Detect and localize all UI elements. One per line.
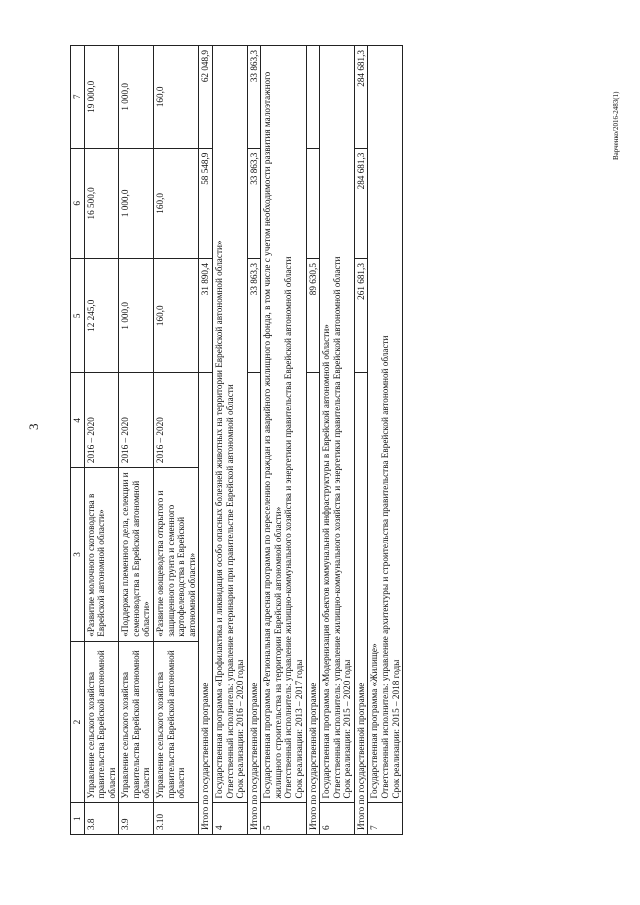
page-number: 3	[26, 423, 41, 430]
total-value: 33 863,3	[247, 46, 261, 149]
header-cell: 1	[71, 803, 85, 835]
value-cell: 160,0	[154, 259, 199, 373]
total-value: 58 548,9	[199, 148, 213, 258]
program-row	[212, 46, 247, 835]
program-description	[320, 46, 355, 803]
executor-cell: Управление сельского хозяйства правительства Еврейской автономной области	[84, 641, 119, 803]
value-cell: 160,0	[154, 46, 199, 149]
row-number: 3.8	[84, 803, 119, 835]
header-cell: 4	[71, 373, 85, 468]
row-number: 7	[368, 803, 403, 835]
header-cell: 5	[71, 259, 85, 373]
program-table	[70, 45, 403, 835]
total-label: Итого по государственной программе	[247, 373, 261, 835]
value-cell: 12 245,0	[84, 259, 119, 373]
program-title: Государственная программа «Жилище»	[369, 643, 380, 799]
program-row	[261, 46, 306, 835]
header-cell: 7	[71, 46, 85, 149]
program-description	[368, 46, 403, 803]
program-executor: Ответственный исполнитель: управление ветеринарии при правительстве Еврейской автономной области	[224, 384, 235, 799]
executor-cell: Управление сельского хозяйства правительства Еврейской автономной области	[119, 641, 154, 803]
total-value: 89 630,5	[306, 259, 320, 373]
total-value: 261 681,3	[354, 259, 368, 373]
header-cell: 6	[71, 148, 85, 258]
program-period: Срок реализации: 2016 – 2020 годы	[235, 659, 246, 799]
row-number: 4	[212, 803, 247, 835]
subprogram-cell: «Развитие молочного скотоводства в Еврейской автономной области»	[84, 468, 119, 642]
program-title: Государственная программа «Региональная адресная программа по переселению граждан из аварийного жилищного фонда, в том числе с учетом необходимости развития малоэтажного жилищного строительства на территории Еврейской автономной области»	[262, 71, 283, 799]
table-row	[84, 46, 119, 835]
program-title: Государственная программа «Модернизация объектов коммунальной инфраструктуры в Еврейской автономной области»	[321, 324, 332, 799]
value-cell: 1 000,0	[119, 148, 154, 258]
program-period: Срок реализации: 2013 – 2017 годы	[293, 659, 304, 799]
program-executor: Ответственный исполнитель: управление жилищно-коммунального хозяйства и энергетики правительства Еврейской автономной области	[283, 256, 294, 799]
value-cell: 1 000,0	[119, 46, 154, 149]
total-value: 284 681,3	[354, 46, 368, 149]
row-number: 6	[320, 803, 355, 835]
executor-cell: Управление сельского хозяйства правительства Еврейской автономной области	[154, 641, 199, 803]
program-executor: Ответственный исполнитель: управление архитектуры и строительства правительства Еврейской автономной области	[380, 335, 391, 799]
total-row	[199, 46, 213, 835]
total-value	[306, 46, 320, 149]
program-title: Государственная программа «Профилактика и ликвидация особо опасных болезней животных на территории Еврейской автономной области»	[213, 240, 224, 799]
total-label: Итого по государственной программе	[354, 373, 368, 835]
period-cell: 2016 – 2020	[84, 373, 119, 468]
program-period: Срок реализации: 2015 – 2018 годы	[390, 659, 401, 799]
total-label: Итого по государственной программе	[199, 373, 213, 835]
total-row	[306, 46, 320, 835]
program-period: Срок реализации: 2015 – 2020 годы	[342, 659, 353, 799]
program-row	[320, 46, 355, 835]
header-cell: 2	[71, 641, 85, 803]
header-cell: 3	[71, 468, 85, 642]
period-cell: 2016 – 2020	[154, 373, 199, 468]
row-number: 5	[261, 803, 306, 835]
subprogram-cell: «Поддержка племенного дела, селекции и семеноводства в Еврейской автономной области»	[119, 468, 154, 642]
row-number: 3.10	[154, 803, 199, 835]
footer-code: Варченко/2016-2483(1)	[612, 91, 620, 160]
program-row	[368, 46, 403, 835]
table-row	[154, 46, 199, 835]
program-executor: Ответственный исполнитель: управление жилищно-коммунального хозяйства и энергетики правительства Еврейской автономной области	[331, 256, 342, 799]
value-cell: 160,0	[154, 148, 199, 258]
total-value: 33 863,3	[247, 259, 261, 373]
total-row	[247, 46, 261, 835]
total-value: 31 890,4	[199, 259, 213, 373]
value-cell: 1 000,0	[119, 259, 154, 373]
row-number: 3.9	[119, 803, 154, 835]
value-cell: 16 500,0	[84, 148, 119, 258]
total-row	[354, 46, 368, 835]
subprogram-cell: «Развитие овощеводства открытого и защищенного грунта и семенного картофелеводства в Еврейской автономной области»	[154, 468, 199, 642]
total-value: 62 048,9	[199, 46, 213, 149]
program-description	[212, 46, 247, 803]
total-label: Итого по государственной программе	[306, 373, 320, 835]
total-value: 33 863,3	[247, 148, 261, 258]
table-row	[119, 46, 154, 835]
total-value	[306, 148, 320, 258]
total-value: 284 681,3	[354, 148, 368, 258]
value-cell: 19 000,0	[84, 46, 119, 149]
program-description	[261, 46, 306, 803]
period-cell: 2016 – 2020	[119, 373, 154, 468]
rotated-page	[70, 45, 403, 835]
header-row	[71, 46, 85, 835]
